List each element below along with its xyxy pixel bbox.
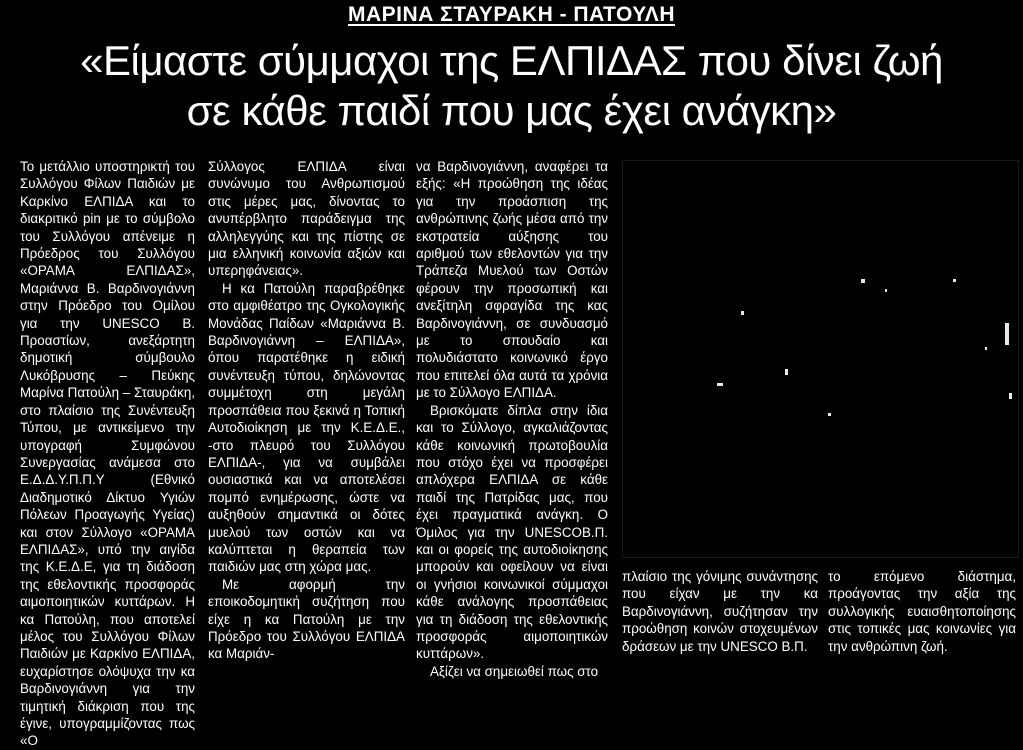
kicker-text: ΜΑΡΙΝΑ ΣΤΑΥΡΑΚΗ - ΠΑΤΟΥΛΗ bbox=[348, 3, 675, 26]
article-column-5 bbox=[828, 568, 1016, 655]
article-photo bbox=[622, 160, 1019, 558]
column-1-text: Το μετάλλιο υποστηρικτή του Συλλόγου Φίλων Παιδιών με Καρκίνο ΕΛΠΙΔΑ και το διακριτικό pin με το σύμβολο του Συλλόγου απένειμε η Πρόεδρος του Συλλόγου «ΟΡΑΜΑ ΕΛΠΙΔΑΣ», Μαριάννα Β. Βαρδινογιάννη στην Πρόεδρο του Ομίλου για την UNESCO Β. Προαστίων, ανεξάρτητη δημοτική σύμβουλο Λυκόβρυσης – Πεύκης Μαρίνα Πατούλη – Σταυράκη, στο πλαίσιο της Συνέντευξη Τύπου, με αντικείμενο την υπογραφή Συμφώνου Συνεργασίας ανάμεσα στο Ε.Δ.Δ.Υ.Π.Π.Υ (Εθνικό Διαδημοτικό Δίκτυο Υγιών Πόλεων Προαγωγής Υγείας) και στον Σύλλογο «ΟΡΑΜΑ ΕΛΠΙΔΑΣ», υπό την αιγίδα της Κ.Ε.Δ.Ε, για τη διάδοση της εθελοντικής προσφοράς αιμοποιητικών κυττάρων. Η κα Πατούλη, που αποτελεί μέλος του Συλλόγου Φίλων Παιδιών με Καρκίνο ΕΛΠΙΔΑ, ευχαρίστησε ολόψυχα την κα Βαρδινογιάννη για την τιμητική διάκριση που της έγινε, υπογραμμίζοντας πως «Ο bbox=[20, 159, 195, 749]
article-column-3 bbox=[416, 158, 608, 680]
column-2-paragraph-2: Η κα Πατούλη παραβρέθηκε στο αμφιθέατρο της Ογκολογικής Μονάδας Παίδων «Μαριάννα Β. Βαρδινογιάννη – ΕΛΠΙΔΑ», όπου παρατέθηκε η ειδική συνέντευξη τύπου, δηλώνοντας συμμέτοχη στη μεγάλη προσπάθεια που ξεκινά η Τοπική Αυτοδιοίκηση με την Κ.Ε.Δ.Ε., -στο πλευρό του Συλλόγου ΕΛΠΙΔΑ-, για να συμβάλει ουσιαστικά και να αποτελέσει πομπό ενημέρωσης, ώστε να αυξηθούν σημαντικά οι δότες μυελού των οστών και να καλύπτεται η θεραπεία των παιδιών μας στη χώρα μας. bbox=[208, 280, 405, 575]
photo-highlight bbox=[885, 289, 887, 292]
article-headline bbox=[0, 36, 1023, 136]
photo-highlight bbox=[741, 311, 744, 315]
photo-highlight bbox=[1009, 393, 1012, 399]
column-3-paragraph-1: να Βαρδινογιάννη, αναφέρει τα εξής: «Η προώθηση της ιδέας για την προάσπιση της ανθρώπινης ζωής μέσα από την εκστρατεία αύξησης του αριθμού των εθελοντών για την Τράπεζα Μυελού των Οστών φέρουν την προσωπική και ανεξίτηλη σφραγίδα της κας Βαρδινογιάννη, σε συνδυασμό με το σπουδαίο και πολυδιάστατο κοινωνικό έργο που επιτελεί όλα αυτά τα χρόνια με το Σύλλογο ΕΛΠΙΔΑ. bbox=[416, 159, 608, 401]
article-column-2 bbox=[208, 158, 405, 663]
photo-highlight bbox=[785, 369, 788, 375]
article-column-1 bbox=[20, 158, 195, 750]
column-4-text: πλαίσιο της γόνιμης συνάντησης που είχαν με την κα Βαρδινογιάννη, συζήτησαν την προώθηση κοινών στοχευμένων δράσεων με την UNESCO Β.Π. bbox=[622, 569, 818, 654]
photo-highlight bbox=[1005, 323, 1009, 345]
column-2-paragraph-1: Σύλλογος ΕΛΠΙΔΑ είναι συνώνυμο του Ανθρωπισμού στις μέρες μας, δίνοντας το ανυπέρβλητο παράδειγμα της αλληλεγγύης και της πίστης σε μια ελληνική κοινωνία αξιών και υπερηφάνειας». bbox=[208, 159, 405, 279]
column-3-paragraph-3: Αξίζει να σημειωθεί πως στο bbox=[430, 663, 599, 679]
photo-highlight bbox=[828, 413, 831, 416]
photo-highlight bbox=[861, 279, 865, 283]
article-kicker bbox=[0, 2, 1023, 28]
column-5-text: το επόμενο διάστημα, προάγοντας την αξία της συλλογικής ευαισθητοποίησης στις τοπικές μας κοινωνίες για την ανθρώπινη ζωή. bbox=[828, 569, 1016, 654]
photo-highlight bbox=[717, 383, 723, 386]
photo-highlight bbox=[953, 279, 956, 282]
headline-line-2: σε κάθε παιδί που μας έχει ανάγκη» bbox=[186, 87, 837, 134]
column-3-paragraph-2: Βρισκόματε δίπλα στην ίδια και το Σύλλογο, αγκαλιάζοντας κάθε κοινωνική πρωτοβουλία που στόχο έχει να προσφέρει απλόχερα ΕΛΠΙΔΑ σε κάθε παιδί της Πατρίδας μας, που έχει πραγματικά ανάγκη. Ο Όμιλος για την UNESCOB.Π. και οι φορείς της αυτοδιοίκησης μπορούν και οφείλουν να είναι οι γνήσιοι κοινωνικοί σύμμαχοι κάθε ανάλογης προσπάθειας για τη διάδοση της εθελοντικής προσφοράς αιμοποιητικών κυττάρων». bbox=[416, 402, 608, 662]
article-column-4 bbox=[622, 568, 818, 655]
photo-highlight bbox=[985, 347, 987, 350]
headline-line-1: «Είμαστε σύμμαχοι της ΕΛΠΙΔΑΣ που δίνει ζωή bbox=[80, 37, 943, 84]
column-2-paragraph-3: Με αφορμή την εποικοδομητική συζήτηση που είχε η κα Πατούλη με την Πρόεδρο του Συλλόγου ΕΛΠΙΔΑ κα Μαριάν- bbox=[208, 576, 405, 662]
